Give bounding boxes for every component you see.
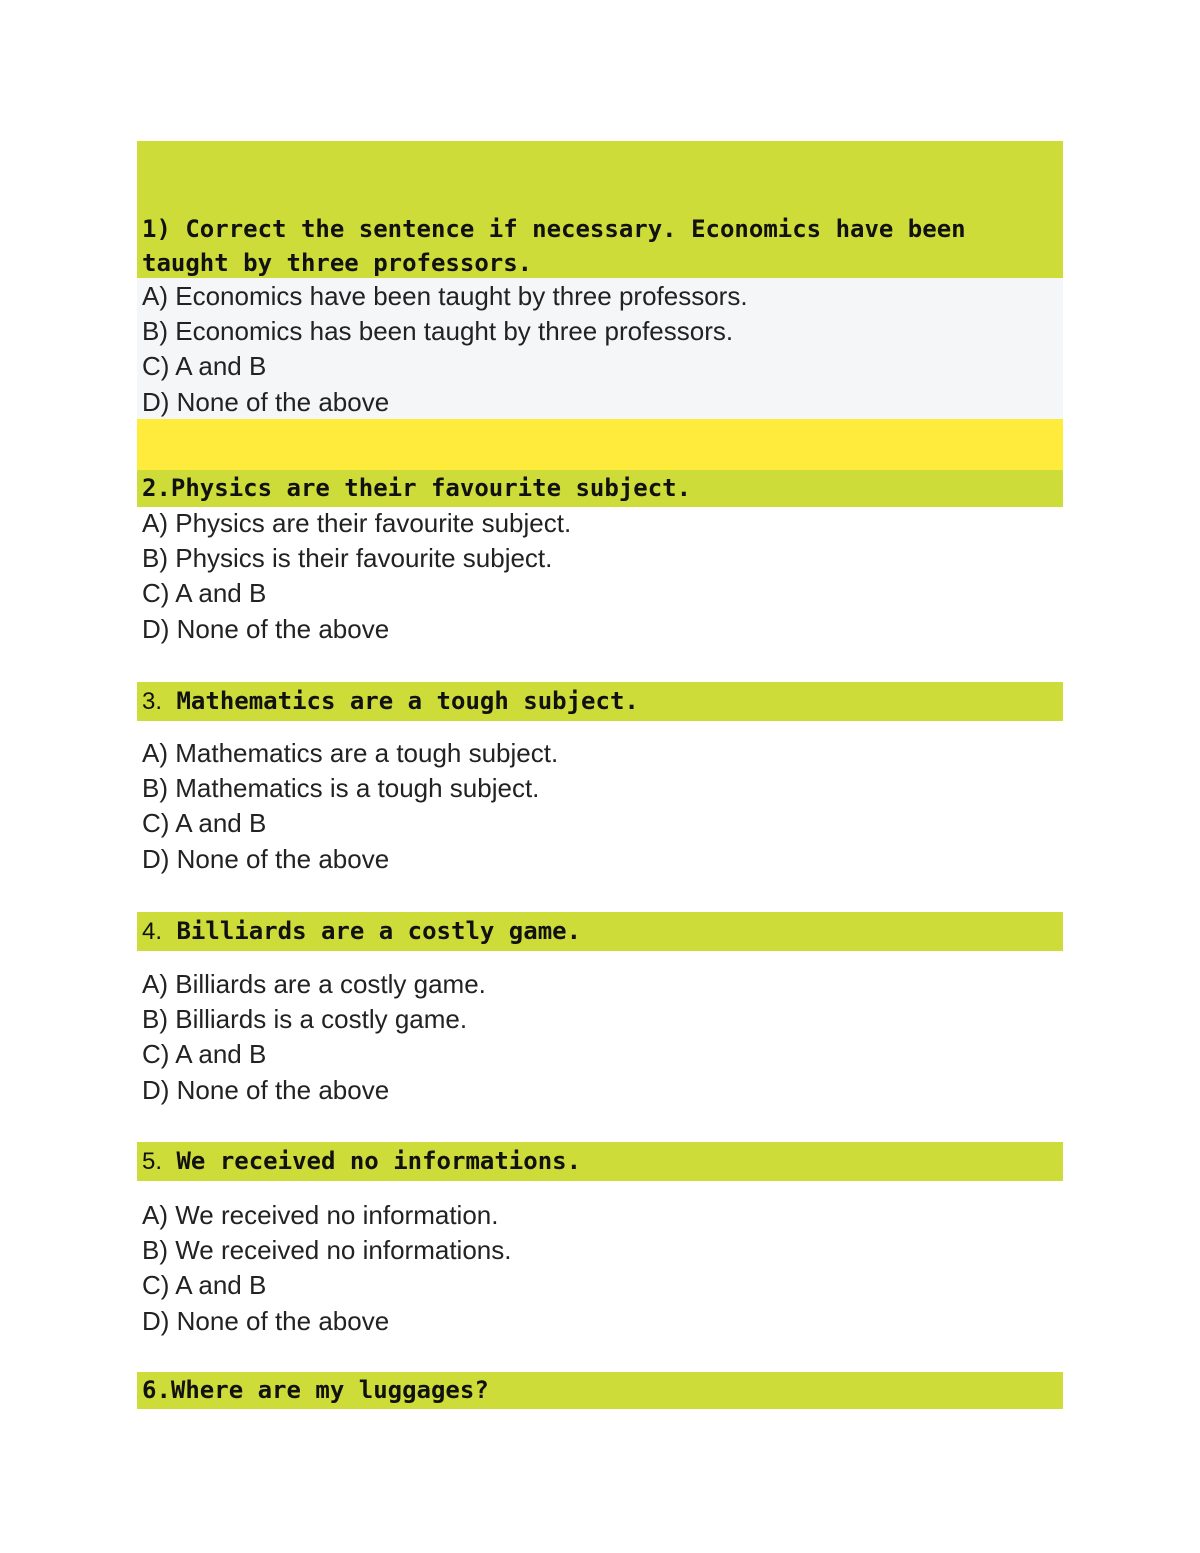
question-5-option-d: D) None of the above <box>142 1305 390 1336</box>
question-3-options <box>142 736 558 877</box>
question-5-option-b: B) We received no informations. <box>142 1235 512 1266</box>
question-4-option-c: C) A and B <box>142 1039 267 1070</box>
question-5-prompt: We received no informations. <box>176 1147 582 1175</box>
question-3-option-c: C) A and B <box>142 808 267 839</box>
question-6-prompt: 6.Where are my luggages? <box>142 1376 489 1404</box>
question-4-prompt: Billiards are a costly game. <box>176 917 582 945</box>
question-4-option-b: B) Billiards is a costly game. <box>142 1004 468 1035</box>
question-2-prompt: 2.Physics are their favourite subject. <box>142 474 692 502</box>
question-1-prompt: 1) Correct the sentence if necessary. Economics have been taught by three professors. <box>142 215 966 277</box>
question-5-option-c: C) A and B <box>142 1270 267 1301</box>
question-1-option-a: A) Economics have been taught by three professors. <box>142 281 748 311</box>
question-2-option-a: A) Physics are their favourite subject. <box>142 508 572 538</box>
highlight-divider-band <box>137 419 1063 470</box>
question-1-option-d: D) None of the above <box>142 386 390 417</box>
question-4-options <box>142 967 486 1108</box>
question-4-option-a: A) Billiards are a costly game. <box>142 969 486 999</box>
question-1-options <box>142 279 748 420</box>
question-1-prompt-band <box>137 141 1063 278</box>
question-4-option-d: D) None of the above <box>142 1074 390 1105</box>
question-2-option-b: B) Physics is their favourite subject. <box>142 543 553 574</box>
question-1-option-b: B) Economics has been taught by three professors. <box>142 316 734 347</box>
question-4-number: 4. <box>142 918 163 945</box>
question-2-prompt-band <box>137 470 1063 507</box>
question-5-option-a: A) We received no information. <box>142 1200 499 1230</box>
question-3-prompt-band <box>137 682 1063 721</box>
question-5-options <box>142 1198 511 1339</box>
question-2-option-c: C) A and B <box>142 578 267 609</box>
question-6-prompt-band <box>137 1372 1063 1409</box>
question-5-number: 5. <box>142 1148 163 1175</box>
question-3-option-b: B) Mathematics is a tough subject. <box>142 773 540 804</box>
question-5-prompt-band <box>137 1142 1063 1181</box>
question-3-option-d: D) None of the above <box>142 843 390 874</box>
question-2-option-d: D) None of the above <box>142 613 390 644</box>
question-2-options <box>142 506 571 647</box>
question-3-number: 3. <box>142 688 163 715</box>
question-3-prompt: Mathematics are a tough subject. <box>176 687 639 715</box>
question-1-option-c: C) A and B <box>142 351 267 382</box>
question-3-option-a: A) Mathematics are a tough subject. <box>142 738 559 768</box>
question-4-prompt-band <box>137 912 1063 951</box>
